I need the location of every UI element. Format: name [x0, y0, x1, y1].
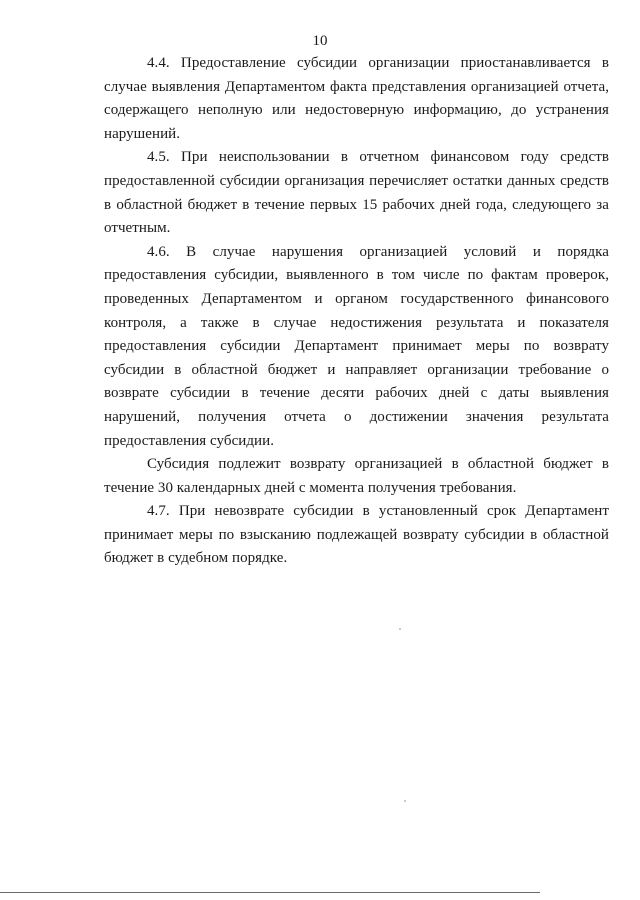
scan-speck	[404, 800, 406, 802]
paragraph-4-4: 4.4. Предоставление субсидии организации приостанавливается в случае выявления Департаментом факта представления организацией отчета, содержащего неполную или недостоверную информацию, до устранения нарушений.	[104, 55, 609, 142]
paragraph-4-5: 4.5. При неиспользовании в отчетном финансовом году средств предоставленной субсидии организация перечисляет остатки данных средств в областной бюджет в течение первых 15 рабочих дней года, следующего за отчетным.	[104, 149, 609, 237]
paragraph-4-7: 4.7. При невозврате субсидии в установленный срок Департамент принимает меры по взысканию подлежащей возврату субсидии в областной бюджет в судебном порядке.	[104, 503, 609, 567]
paragraph-4-6: 4.6. В случае нарушения организацией условий и порядка предоставления субсидии, выявленного в том числе по фактам проверок, проведенных Департаментом и органом государственного финансового контроля, а также в случае недостижения результата и показателя предоставления субсидии Департамент принимает меры по возврату субсидии в областной бюджет и направляет организации требование о возврате субсидии в течение десяти рабочих дней с даты выявления нарушений, получения отчета о достижении значения результата предоставления субсидии.	[104, 243, 609, 449]
scan-speck	[399, 628, 401, 630]
page-number: 10	[312, 33, 328, 49]
paragraph-subsidy-return: Субсидия подлежит возврату организацией в областной бюджет в течение 30 календарных дней с момента получения требования.	[104, 456, 609, 496]
document-body	[104, 52, 609, 571]
bottom-scan-line	[0, 892, 540, 893]
